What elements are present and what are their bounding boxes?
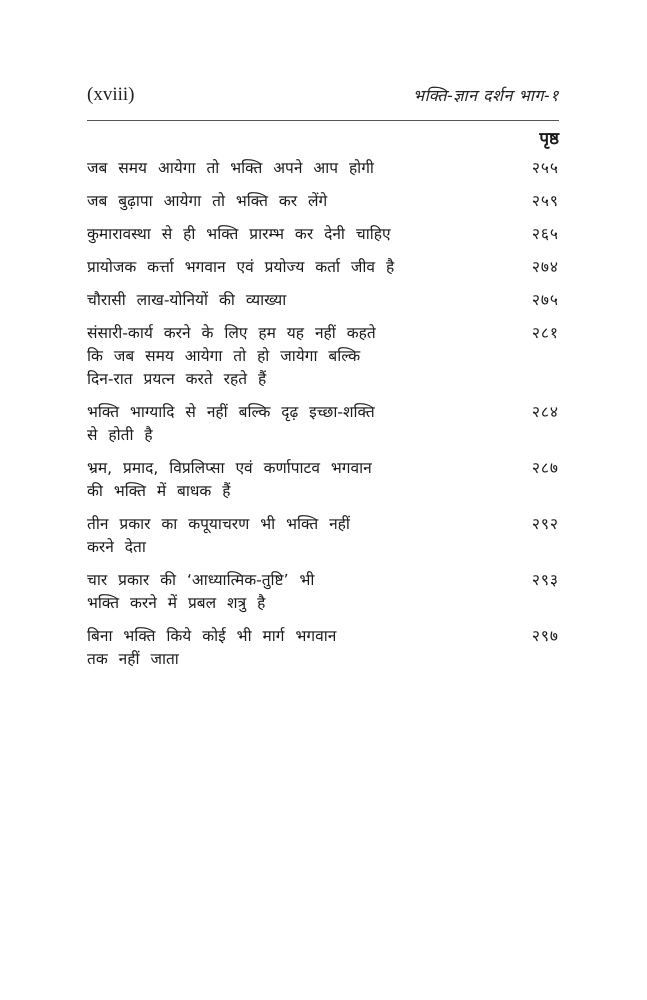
table-of-contents <box>87 157 559 681</box>
toc-entry-line: जब समय आयेगा तो भक्ति अपने आप होगी <box>87 159 374 177</box>
toc-entry-title <box>87 513 467 559</box>
toc-entry-line: तीन प्रकार का कपूयाचरण भी भक्ति नहीं <box>87 515 350 533</box>
toc-entry-line: की भक्ति में बाधक हैं <box>87 482 231 500</box>
page-column-label: पृष्ठ <box>539 129 559 149</box>
toc-entry-page: २९३ <box>531 571 559 589</box>
toc-entry <box>87 457 559 503</box>
toc-entry-page: २८१ <box>531 324 559 342</box>
toc-entry <box>87 223 559 246</box>
toc-entry <box>87 569 559 615</box>
toc-entry-title <box>87 322 467 391</box>
toc-entry <box>87 322 559 391</box>
toc-entry-line: प्रायोजक कर्त्ता भगवान एवं प्रयोज्य कर्ता जीव है <box>87 258 395 276</box>
toc-entry-line: दिन-रात प्रयत्न करते रहते हैं <box>87 370 267 388</box>
toc-entry-line: तक नहीं जाता <box>87 650 179 668</box>
toc-entry-title <box>87 625 467 671</box>
toc-entry-line: भ्रम, प्रमाद, विप्रलिप्सा एवं कर्णापाटव भगवान <box>87 459 372 477</box>
toc-entry-title <box>87 256 467 279</box>
toc-entry-title <box>87 157 467 180</box>
toc-entry <box>87 401 559 447</box>
toc-entry-page: २८७ <box>531 459 559 477</box>
book-title: भक्ति-ज्ञान दर्शन भाग-१ <box>412 86 559 105</box>
toc-entry-page: २९२ <box>531 515 559 533</box>
toc-entry-title <box>87 223 467 246</box>
toc-entry-line: बिना भक्ति किये कोई भी मार्ग भगवान <box>87 627 337 645</box>
toc-entry-line: करने देता <box>87 538 146 556</box>
toc-entry-line: चार प्रकार की ‘आध्यात्मिक-तुष्टि’ भी <box>87 571 315 589</box>
toc-entry <box>87 513 559 559</box>
running-header <box>87 84 559 110</box>
toc-entry-title <box>87 289 467 312</box>
toc-entry-page: २५९ <box>531 192 559 210</box>
toc-entry-line: भक्ति भाग्यादि से नहीं बल्कि दृढ़ इच्छा-शक्ति <box>87 403 375 421</box>
toc-entry <box>87 625 559 671</box>
toc-entry-line: संसारी-कार्य करने के लिए हम यह नहीं कहते <box>87 324 376 342</box>
toc-entry-line: भक्ति करने में प्रबल शत्रु है <box>87 594 266 612</box>
toc-entry-title <box>87 190 467 213</box>
toc-entry-page: २६५ <box>531 225 559 243</box>
toc-entry-page: २९७ <box>531 627 559 645</box>
toc-entry <box>87 256 559 279</box>
page-folio: (xviii) <box>87 84 135 105</box>
toc-entry <box>87 190 559 213</box>
toc-entry-page: २५५ <box>531 159 559 177</box>
toc-entry-line: जब बुढ़ापा आयेगा तो भक्ति कर लेंगे <box>87 192 328 210</box>
toc-entry <box>87 289 559 312</box>
toc-entry <box>87 157 559 180</box>
toc-entry-line: कि जब समय आयेगा तो हो जायेगा बल्कि <box>87 347 361 365</box>
toc-entry-line: से होती है <box>87 426 153 444</box>
toc-entry-page: २७४ <box>531 258 559 276</box>
toc-entry-line: कुमारावस्था से ही भक्ति प्रारम्भ कर देनी चाहिए <box>87 225 391 243</box>
toc-entry-title <box>87 569 467 615</box>
toc-entry-title <box>87 457 467 503</box>
toc-entry-page: २८४ <box>531 403 559 421</box>
toc-entry-title <box>87 401 467 447</box>
toc-entry-page: २७५ <box>531 291 559 309</box>
toc-entry-line: चौरासी लाख-योनियों की व्याख्या <box>87 291 287 309</box>
header-rule <box>87 120 559 121</box>
